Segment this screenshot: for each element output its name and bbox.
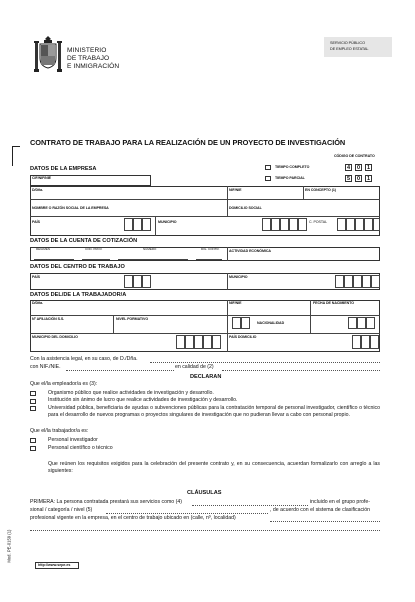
company-municipality-cell[interactable] — [262, 218, 271, 231]
divider — [113, 315, 114, 333]
divider — [30, 216, 380, 217]
company-address-label: DOMICILIO SOCIAL — [229, 206, 262, 210]
legal-assistance-line2: con NIF./NIE. — [30, 364, 61, 370]
company-dni-label: D/Dña. — [32, 188, 44, 192]
worker-nif-label: NIF/NIE — [229, 301, 242, 305]
full-time-code-digit: 1 — [366, 165, 371, 171]
workplace-section-heading: DATOS DEL CENTRO DE TRABAJO — [30, 264, 125, 270]
company-name-label: NOMBRE O RAZÓN SOCIAL DE LA EMPRESA — [32, 206, 109, 210]
company-concepto-label: EN CONCEPTO (1) — [305, 188, 336, 192]
clausulas-heading: CLÁUSULAS — [187, 490, 222, 496]
ccc-regime-label: RÉGIMEN — [36, 247, 51, 251]
legal-assistant-name-field[interactable] — [150, 362, 380, 363]
worker-birthdate-cell[interactable] — [348, 317, 357, 329]
company-section-heading: DATOS DE LA EMPRESA — [30, 166, 97, 172]
worker-home-municipality-cell[interactable] — [176, 335, 185, 349]
ministry-name-line1: MINISTERIO — [67, 47, 107, 54]
worker-home-municipality-label: MUNICIPIO DEL DOMICILIO — [32, 335, 78, 339]
part-time-checkbox[interactable] — [265, 176, 271, 181]
professional-category-field[interactable] — [106, 513, 268, 514]
part-time-code-digit: 5 — [346, 176, 351, 182]
ccc-province-line[interactable] — [82, 259, 110, 260]
clause-first-line1: PRIMERA: La persona contratada prestará sus servicios como (4) — [30, 499, 182, 505]
worker-dni-label: D/Dña. — [32, 301, 44, 305]
ccc-number-label: NÚMERO — [143, 247, 157, 251]
declaran-heading: DECLARAN — [190, 374, 222, 380]
legal-assistance-capacity-label: en calidad de (2) — [175, 364, 214, 370]
company-country-cell[interactable] — [133, 218, 142, 231]
legal-assistant-capacity-field[interactable] — [222, 370, 380, 371]
company-nif-label: NIF/NIE — [229, 188, 242, 192]
full-time-code-digit: 4 — [346, 165, 351, 171]
divider — [30, 199, 380, 200]
worker-home-country-label: PAÍS DOMICILIO — [229, 335, 257, 339]
workplace-municipality-cell[interactable] — [335, 275, 344, 288]
ccc-regime-line[interactable] — [34, 259, 74, 260]
part-time-code-digit: 1 — [366, 176, 371, 182]
company-municipality-label: MUNICIPIO — [158, 220, 177, 224]
employer-type-intro: Que el/la empleador/a es (3): — [30, 381, 98, 387]
employer-option-label: Institución sin ánimo de lucro que realice actividades de investigación y desarrollo. — [48, 397, 238, 403]
workplace-country-cell[interactable] — [133, 275, 142, 288]
workplace-country-label: PAÍS — [32, 275, 40, 279]
part-time-label: TIEMPO PARCIAL — [275, 176, 305, 180]
employer-option-label: Universidad pública, beneficiaria de ayudas o subvenciones públicas para la contratación temporal de personal investigador, científico o técnico para el desarrollo de nuevos programas o proyectos singulares de investigación que no pudieran llevar a cabo con personal propio. — [48, 405, 380, 418]
employer-option-checkbox[interactable] — [30, 391, 36, 396]
worker-birthdate-label: FECHA DE NACIMIENTO — [313, 301, 354, 305]
worker-affiliation-label: Nº AFILIACIÓN S.S. — [32, 317, 65, 321]
workplace-address-field-continued[interactable] — [30, 530, 380, 531]
worker-type-intro: Que el/la trabajador/a es: — [30, 428, 89, 434]
worker-home-municipality-cell[interactable] — [194, 335, 203, 349]
divider — [227, 186, 228, 216]
worker-education-cell[interactable] — [232, 317, 241, 329]
company-country-cell[interactable] — [142, 218, 151, 231]
workplace-municipality-cell[interactable] — [362, 275, 371, 288]
ccc-activity-label: ACTIVIDAD ECONÓMICA — [229, 249, 271, 253]
worker-home-municipality-cell[interactable] — [185, 335, 194, 349]
workplace-country-cell[interactable] — [142, 275, 151, 288]
clause-first-line2-end: , de acuerdo con el sistema de clasificación — [270, 507, 371, 513]
company-postal-code-cell[interactable] — [373, 218, 380, 231]
company-country-label: PAÍS — [32, 220, 40, 224]
job-position-field[interactable] — [192, 505, 308, 506]
worker-type-label: Personal investigador — [48, 437, 98, 443]
contract-code-label: CÓDIGO DE CONTRATO — [334, 154, 375, 158]
workplace-municipality-cell[interactable] — [371, 275, 380, 288]
coat-of-arms-logo — [33, 34, 63, 76]
worker-birthdate-cell[interactable] — [357, 317, 366, 329]
worker-education-label: NIVEL FORMATIVO — [116, 317, 149, 321]
divider — [310, 300, 311, 333]
worker-nationality-label: NACIONALIDAD — [257, 321, 285, 325]
ccc-number-line[interactable] — [118, 259, 188, 260]
clause-first-line3: profesional vigente en la empresa, en el centro de trabajo ubicado en (calle, nº, localidad) — [30, 515, 236, 521]
workplace-address-field[interactable] — [270, 521, 380, 522]
document-title: CONTRATO DE TRABAJO PARA LA REALIZACIÓN DE UN PROYECTO DE INVESTIGACIÓN — [30, 138, 346, 147]
company-postal-code-cell[interactable] — [337, 218, 346, 231]
worker-type-checkbox[interactable] — [30, 438, 36, 443]
worker-education-cell[interactable] — [241, 317, 250, 329]
cif-label: CIF/NIF/NIE — [32, 176, 52, 180]
worker-home-country-cell[interactable] — [370, 335, 379, 349]
divider — [227, 300, 228, 352]
worker-section-heading: DATOS DEL/DE LA TRABAJADOR/A — [30, 292, 127, 298]
divider — [30, 333, 380, 334]
worker-home-country-cell[interactable] — [361, 335, 370, 349]
employer-option-checkbox[interactable] — [30, 399, 36, 404]
divider — [227, 247, 228, 261]
company-postal-code-cell[interactable] — [346, 218, 355, 231]
service-name-line1: SERVICIO PÚBLICO — [330, 41, 365, 45]
company-postal-code-cell[interactable] — [355, 218, 364, 231]
ministry-name-line2: DE TRABAJO — [67, 55, 110, 62]
divider — [155, 216, 156, 236]
company-municipality-cell[interactable] — [271, 218, 280, 231]
workplace-country-cell[interactable] — [124, 275, 133, 288]
legal-assistant-nif-field[interactable] — [66, 370, 174, 371]
workplace-municipality-cell[interactable] — [353, 275, 362, 288]
ministry-name-line3: E INMIGRACIÓN — [67, 63, 120, 70]
workplace-block — [30, 273, 380, 290]
company-postal-code-cell[interactable] — [364, 218, 373, 231]
footer-url[interactable]: http://www.sepe.es — [38, 562, 71, 567]
employer-option-checkbox[interactable] — [30, 406, 36, 411]
agreement-text: Que reúnen los requisitos exigidos para la celebración del presente contrato y, en su consecuencia, acuerdan formalizarlo con arreglo a las siguientes: — [48, 461, 380, 474]
worker-type-label: Personal científico o técnico — [48, 445, 113, 451]
divider — [303, 186, 304, 199]
worker-home-municipality-cell[interactable] — [212, 335, 221, 349]
company-postal-code-label: C. POSTAL — [309, 220, 328, 224]
worker-home-municipality-cell[interactable] — [203, 335, 212, 349]
full-time-checkbox[interactable] — [265, 165, 271, 170]
workplace-municipality-cell[interactable] — [344, 275, 353, 288]
company-municipality-cell[interactable] — [289, 218, 298, 231]
clause-first-line2: sional / categoría / nivel (5) — [30, 507, 93, 513]
company-municipality-cell[interactable] — [298, 218, 307, 231]
workplace-municipality-label: MUNICIPIO — [229, 275, 248, 279]
part-time-code-digit: 0 — [356, 176, 361, 182]
worker-birthdate-cell[interactable] — [366, 317, 375, 329]
ccc-control-label: DIG. CONTR. — [201, 247, 220, 251]
worker-type-checkbox[interactable] — [30, 446, 36, 451]
fold-mark — [12, 146, 20, 166]
full-time-label: TIEMPO COMPLETO — [275, 165, 310, 169]
company-municipality-cell[interactable] — [280, 218, 289, 231]
company-country-cell[interactable] — [124, 218, 133, 231]
company-data-block — [30, 186, 380, 236]
form-model-code: Mod. PE-0159 (1) — [6, 529, 12, 563]
service-name-line2: DE EMPLEO ESTATAL — [330, 47, 369, 51]
employer-option-label: Organismo público que realice actividades de investigación y desarrollo. — [48, 390, 214, 396]
ccc-control-line[interactable] — [196, 259, 222, 260]
legal-assistance-line1: Con la asistencia legal, en su caso, de D./Dña. — [30, 356, 138, 362]
full-time-code-digit: 0 — [356, 165, 361, 171]
divider — [30, 315, 380, 316]
ccc-section-heading: DATOS DE LA CUENTA DE COTIZACIÓN — [30, 238, 138, 244]
ccc-province-label: COD. PROV. — [85, 247, 103, 251]
worker-home-country-cell[interactable] — [352, 335, 361, 349]
divider — [227, 273, 228, 290]
clause-first-line1-end: incluido en el grupo profe- — [310, 499, 370, 505]
